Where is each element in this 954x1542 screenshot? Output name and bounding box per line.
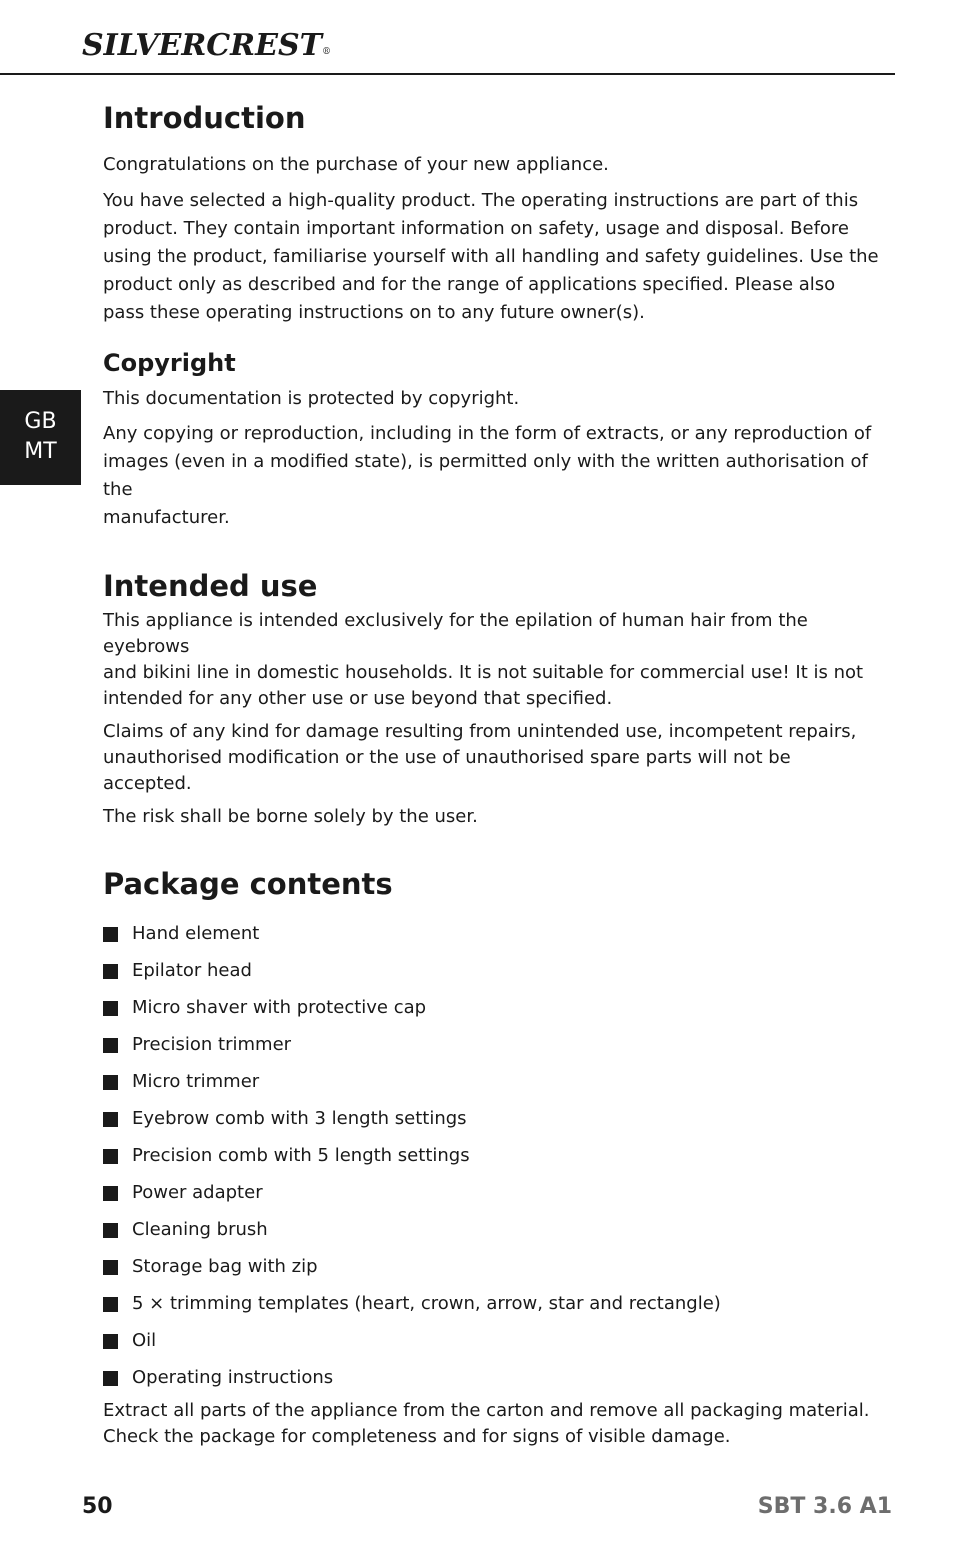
- text-line: Extract all parts of the appliance from the carton and remove all packaging material.: [103, 1400, 870, 1421]
- text-line: Check the package for completeness and for signs of visible damage.: [103, 1426, 731, 1447]
- language-tab-mt: MT: [24, 439, 57, 464]
- list-item-label: Micro trimmer: [132, 1071, 260, 1092]
- bullet-square-icon: [103, 964, 118, 979]
- bullet-square-icon: [103, 1334, 118, 1349]
- list-item-label: Eyebrow comb with 3 length settings: [132, 1108, 467, 1129]
- package-contents-heading: Package contents: [103, 867, 393, 901]
- list-item-label: Storage bag with zip: [132, 1256, 318, 1277]
- list-item: [103, 989, 883, 1026]
- introduction-paragraph-2: [103, 187, 883, 327]
- intended-use-paragraph-3: The risk shall be borne solely by the user.: [103, 806, 478, 827]
- bullet-square-icon: [103, 1075, 118, 1090]
- list-item-label: Hand element: [132, 923, 260, 944]
- text-line: pass these operating instructions on to any future owner(s).: [103, 302, 645, 323]
- list-item: [103, 1248, 883, 1285]
- introduction-paragraph-1: Congratulations on the purchase of your new appliance.: [103, 154, 609, 175]
- list-item: [103, 1100, 883, 1137]
- list-item: [103, 1137, 883, 1174]
- list-item: [103, 1285, 883, 1322]
- list-item-label: Precision comb with 5 length settings: [132, 1145, 470, 1166]
- copyright-paragraph-1: This documentation is protected by copyright.: [103, 388, 520, 409]
- list-item: [103, 1026, 883, 1063]
- package-contents-closing: [103, 1398, 883, 1450]
- bullet-square-icon: [103, 1223, 118, 1238]
- bullet-square-icon: [103, 1260, 118, 1275]
- intended-use-heading: Intended use: [103, 569, 318, 603]
- list-item-label: Micro shaver with protective cap: [132, 997, 427, 1018]
- text-line: Claims of any kind for damage resulting from unintended use, incompetent repairs,: [103, 721, 857, 742]
- bullet-square-icon: [103, 1001, 118, 1016]
- introduction-heading: Introduction: [103, 101, 306, 135]
- list-item: [103, 1063, 883, 1100]
- list-item-label: Epilator head: [132, 960, 252, 981]
- text-line: You have selected a high-quality product. The operating instructions are part of this: [103, 190, 859, 211]
- brand-logo: [82, 26, 331, 66]
- list-item: [103, 1322, 883, 1359]
- intended-use-paragraph-2: [103, 719, 883, 797]
- list-item-label: Operating instructions: [132, 1367, 334, 1388]
- copyright-paragraph-2: [103, 420, 883, 532]
- bullet-square-icon: [103, 1038, 118, 1053]
- brand-name: SILVERCREST: [82, 28, 322, 63]
- text-line: product. They contain important information on safety, usage and disposal. Before: [103, 218, 850, 239]
- registered-mark: ®: [321, 47, 331, 57]
- text-line: product only as described and for the range of applications specified. Please also: [103, 274, 836, 295]
- text-line: manufacturer.: [103, 507, 230, 528]
- bullet-square-icon: [103, 1186, 118, 1201]
- bullet-square-icon: [103, 1371, 118, 1386]
- header-divider: [0, 73, 895, 75]
- list-item: [103, 1359, 883, 1396]
- intended-use-paragraph-1: [103, 608, 883, 712]
- page-content: [103, 98, 883, 1450]
- bullet-square-icon: [103, 927, 118, 942]
- copyright-heading: Copyright: [103, 349, 236, 377]
- text-line: Any copying or reproduction, including in the form of extracts, or any reproduction of: [103, 423, 872, 444]
- text-line: This appliance is intended exclusively for the epilation of human hair from the eyebrows: [103, 610, 808, 657]
- text-line: and bikini line in domestic households. It is not suitable for commercial use! It is not: [103, 662, 864, 683]
- text-line: images (even in a modified state), is permitted only with the written authorisation of the: [103, 451, 868, 500]
- bullet-square-icon: [103, 1112, 118, 1127]
- language-tab: [0, 390, 81, 485]
- list-item-label: Power adapter: [132, 1182, 263, 1203]
- text-line: using the product, familiarise yourself with all handling and safety guidelines. Use the: [103, 246, 879, 267]
- page-number: 50: [82, 1494, 113, 1519]
- package-contents-list: [103, 915, 883, 1396]
- list-item-label: 5 × trimming templates (heart, crown, arrow, star and rectangle): [132, 1293, 721, 1314]
- text-line: unauthorised modification or the use of unauthorised spare parts will not be accepted.: [103, 747, 791, 794]
- language-tab-gb: GB: [24, 409, 57, 434]
- list-item-label: Precision trimmer: [132, 1034, 292, 1055]
- bullet-square-icon: [103, 1149, 118, 1164]
- bullet-square-icon: [103, 1297, 118, 1312]
- list-item: [103, 1174, 883, 1211]
- model-number: SBT 3.6 A1: [757, 1494, 892, 1519]
- list-item: [103, 915, 883, 952]
- list-item: [103, 1211, 883, 1248]
- list-item: [103, 952, 883, 989]
- list-item-label: Cleaning brush: [132, 1219, 268, 1240]
- list-item-label: Oil: [132, 1330, 157, 1351]
- text-line: intended for any other use or use beyond that specified.: [103, 688, 613, 709]
